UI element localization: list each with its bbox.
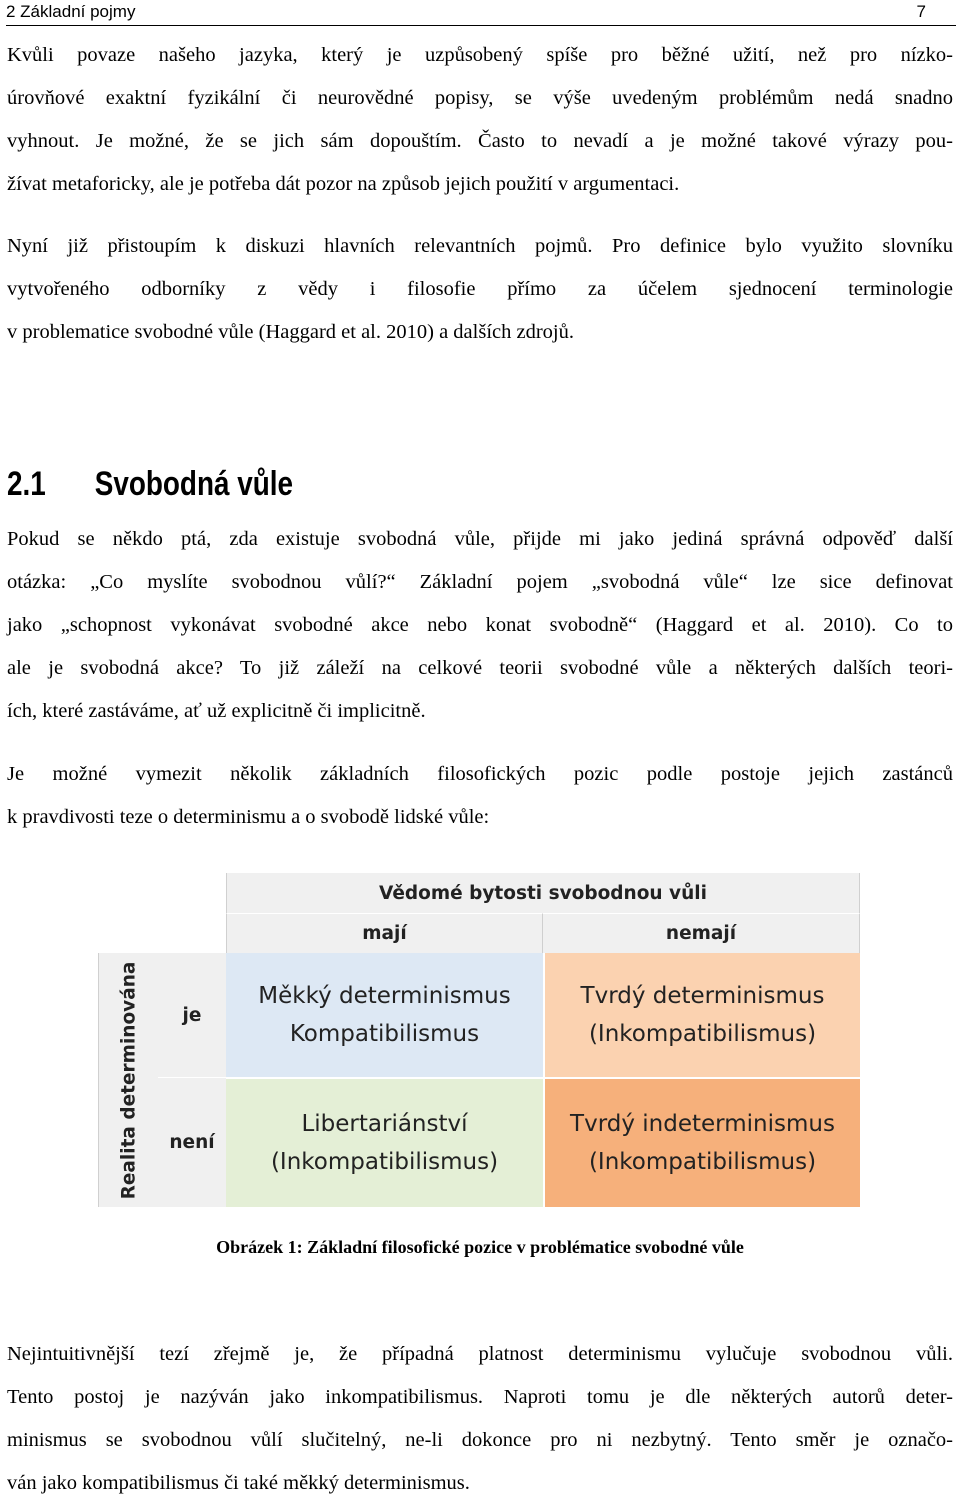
philosophical-positions-figure (98, 871, 862, 1207)
paragraph-free-will-question (7, 518, 953, 733)
figure-top-header: Vědomé bytosti svobodnou vůli (226, 873, 860, 913)
text-line: Kvůli povaze našeho jazyka, který je uzpůsobený spíše pro běžné užití, než pro nízko- (7, 44, 953, 66)
section-title: Svobodná vůle (94, 465, 294, 503)
text-line: Nejintuitivnější tezí zřejmě je, že případná platnost determinismu vylučuje svobodnou vůli. (7, 1343, 953, 1365)
column-header-have: mají (226, 913, 543, 953)
quadrant-line: Kompatibilismus (289, 1021, 480, 1047)
figure-caption: Obrázek 1: Základní filosofické pozice v problématice svobodné vůle (216, 1237, 744, 1257)
text-line: minismus se svobodnou vůlí slučitelný, ne-li dokonce pro ni nezbytný. Tento směr je označo- (7, 1429, 953, 1451)
text-line: ích, které zastáváme, ať už explicitně či implicitně. (7, 700, 426, 722)
text-line: Pokud se někdo ptá, zda existuje svobodná vůle, přijde mi jako jediná správná odpověď další (7, 528, 953, 550)
paragraph-positions-intro (7, 753, 953, 839)
quadrant-hard-determinism (543, 953, 860, 1077)
section-heading (7, 462, 293, 506)
quadrant-line: Libertariánství (301, 1111, 468, 1137)
paragraph-definitions (7, 225, 953, 354)
quadrant-line: (Inkompatibilismus) (270, 1149, 499, 1175)
column-header-have-not: nemají (543, 913, 860, 953)
quadrant-line: Tvrdý determinismus (580, 983, 825, 1009)
page-number: 7 (916, 2, 926, 21)
section-number: 2.1 (7, 465, 46, 503)
quadrant-line: Měkký determinismus (258, 983, 511, 1009)
paragraph-incompatibilism (7, 1333, 953, 1505)
text-line: úrovňové exaktní fyzikální či neurovědné popisy, se výše uvedeným problémům nedá snadno (7, 87, 953, 109)
text-line: žívat metaforicky, ale je potřeba dát pozor na způsob jejich použití v argumentaci. (7, 173, 680, 195)
text-line: ván jako kompatibilismus či také měkký determinismus. (7, 1472, 470, 1494)
text-line: vytvořeného odborníky z vědy i filosofie přímo za účelem sjednocení terminologie (7, 278, 953, 300)
text-line: v problematice svobodné vůle (Haggard et al. 2010) a dalších zdrojů. (7, 321, 574, 343)
row-header-is: je (158, 953, 226, 1077)
text-line: ale je svobodná akce? To již záleží na celkové teorii svobodné vůle a některých dalších teori- (7, 657, 953, 679)
quadrant-line: (Inkompatibilismus) (588, 1021, 817, 1047)
quadrant-soft-determinism (226, 953, 543, 1077)
text-line: jako „schopnost vykonávat svobodné akce nebo konat svobodně“ (Haggard et al. 2010). Co to (7, 614, 953, 636)
quadrant-line: Tvrdý indeterminismus (570, 1111, 835, 1137)
running-header (6, 0, 956, 26)
row-header-is-not: není (158, 1077, 226, 1207)
quadrant-hard-indeterminism (543, 1077, 860, 1207)
text-line: Nyní již přistoupím k diskuzi hlavních relevantních pojmů. Pro definice bylo využito slovníku (7, 235, 953, 257)
text-line: vyhnout. Je možné, že se jich sám dopouštím. Často to nevadí a je možné takové výrazy pou- (7, 130, 953, 152)
quadrant-libertarianism (226, 1077, 543, 1207)
side-axis-text: Realita determinována (118, 961, 140, 1199)
side-axis-label (98, 953, 158, 1207)
text-line: otázka: „Co myslíte svobodnou vůlí?“ Základní pojem „svobodná vůle“ lze sice definovat (7, 571, 953, 593)
text-line: k pravdivosti teze o determinismu a o svobodě lidské vůle: (7, 806, 490, 828)
quadrant-line: (Inkompatibilismus) (588, 1149, 817, 1175)
text-line: Tento postoj je nazýván jako inkompatibilismus. Naproti tomu je dle některých autorů deter- (7, 1386, 953, 1408)
chapter-title: 2 Základní pojmy (6, 2, 136, 21)
text-line: Je možné vymezit několik základních filosofických pozic podle postoje jejich zastánců (7, 763, 953, 785)
paragraph-language-problem (7, 34, 953, 206)
